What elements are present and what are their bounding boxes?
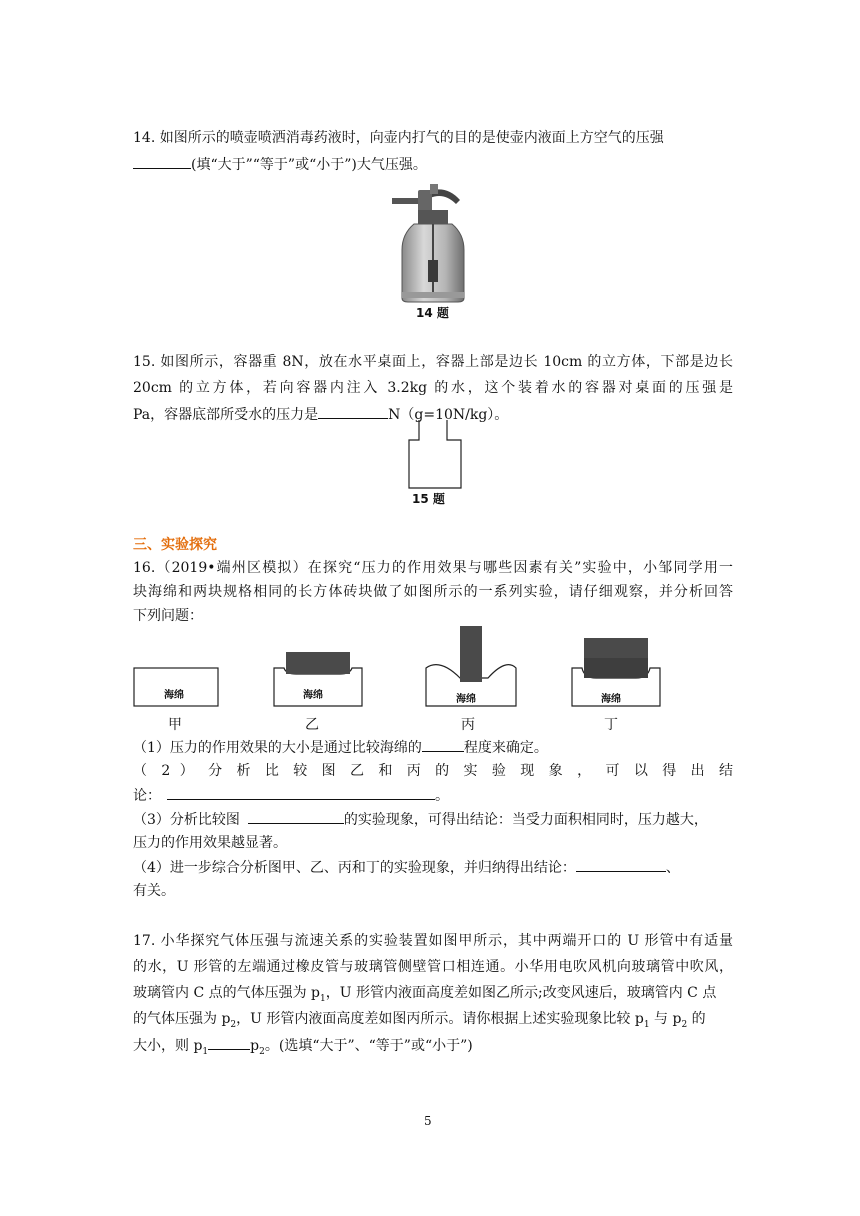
q16-sub3-text-a: （3）分析比较图 [133, 812, 240, 828]
q14-line-1: 14. 如图所示的喷壶喷洒消毒药液时，向壶内打气的目的是使壶内液面上方空气的压强 [133, 130, 664, 146]
answer-blank[interactable] [318, 404, 388, 419]
q17-line-4-text-a: 的气体压强为 p [133, 1011, 231, 1027]
answer-blank[interactable] [576, 857, 666, 872]
brick-ding-bottom [584, 658, 648, 678]
q16-line-1: 16.（2019•端州区模拟）在探究“压力的作用效果与哪些因素有关”实验中，小邹同学用一 [133, 560, 733, 576]
q15-line-3-text-b: N（g=10N/kg）。 [388, 407, 509, 423]
q17-line-3 [133, 983, 733, 1009]
q14-figure-caption: 14 题 [416, 306, 449, 320]
q17-line-5: 大小，则 $p_1$ $p_2$。(选填“大于”、“等于”或“小于”) [133, 1035, 733, 1062]
brick-yi [286, 652, 350, 674]
q16-sub1-text-a: （1）压力的作用效果的大小是通过比较海绵的 [133, 740, 422, 756]
answer-blank[interactable] [422, 737, 464, 752]
sponge-experiment-figure [130, 622, 670, 712]
brick-bing [460, 626, 482, 682]
q16-sub4-text-a: （4）进一步综合分析图甲、乙、丙和丁的实验现象，并归纳得出结论： [133, 860, 576, 876]
q17-line-1: 17. 小华探究气体压强与流速关系的实验装置如图甲所示，其中两端开口的 U 形管中有适量 [133, 933, 733, 949]
q16-sub3-line-1 [133, 809, 733, 830]
spray-bottle-figure [388, 180, 478, 304]
q16-sub2-text-a: 论： [133, 788, 161, 804]
sponge-label-ding: 海绵 [601, 694, 621, 705]
figure-label-yi: 乙 [305, 717, 319, 733]
subscript-2: 2 [259, 1046, 265, 1057]
figure-label-jia: 甲 [168, 717, 182, 733]
q16-sub1 [133, 737, 733, 758]
q17-line-4-text-b: ，U 形管内液面高度差如图丙所示。请你根据上述实验现象比较 p [236, 1011, 644, 1027]
q17-line-3-text-a: 玻璃管内 C 点的气体压强为 p [133, 985, 321, 1001]
q16-sub4-line-1 [133, 857, 733, 878]
q17-line-4-text-d: 的 [687, 1011, 706, 1027]
q16-sub3-text-b: 的实验现象，可得出结论：当受力面积相同时，压力越大， [343, 812, 708, 828]
subscript-1: 1 [643, 1019, 650, 1030]
q15-figure-caption: 15 题 [412, 492, 445, 506]
q16-sub2-line-1: （ 2 ） 分 析 比 较 图 乙 和 丙 的 实 验 现 象 ， 可 以 得 出 结 [133, 763, 733, 779]
q16-sub2-line-2 [133, 785, 733, 806]
q17-line-5-text-a: 大小，则 p [133, 1038, 203, 1054]
sponge-label-yi: 海绵 [303, 690, 323, 701]
answer-blank[interactable] [167, 785, 435, 800]
q17-line-4-text-c: 与 p [649, 1011, 682, 1027]
q17-line-5-text-b: 。(选填“大于”、“等于”或“小于”) [264, 1038, 473, 1054]
q15-line-1: 15. 如图所示，容器重 8N，放在水平桌面上，容器上部是边长 10cm 的立方体，下部是边长 [133, 354, 733, 370]
q14-line-2 [133, 154, 733, 175]
sponge-label-jia: 海绵 [164, 690, 184, 701]
answer-blank[interactable] [208, 1035, 250, 1050]
q17-line-3-text-b: ，U 形管内液面高度差如图乙所示;改变风速后，玻璃管内 C 点 [325, 985, 717, 1001]
section-heading: 三、实验探究 [133, 537, 217, 553]
container-figure [405, 420, 465, 490]
q15-line-2: 20cm 的立方体，若向容器内注入 3.2kg 的水，这个装着水的容器对桌面的压强是 [133, 380, 733, 396]
figure-label-bing: 丙 [461, 717, 475, 733]
subscript-2: 2 [230, 1019, 237, 1030]
q17-line-4 [133, 1009, 733, 1035]
q16-sub3-line-2: 压力的作用效果越显著。 [133, 835, 287, 851]
answer-blank[interactable] [248, 809, 344, 824]
q16-sub1-text-b: 程度来确定。 [463, 740, 548, 756]
q14-line-2-text: (填“大于”“等于”或“小于”)大气压强。 [191, 157, 427, 173]
q15-line-3-text-a: Pa，容器底部所受水的压力是 [133, 407, 319, 423]
q16-sub4-line-2: 有关。 [133, 883, 175, 899]
q16-sub2-text-b: 。 [435, 788, 449, 804]
subscript-1: 1 [320, 993, 326, 1004]
sponge-label-bing: 海绵 [456, 694, 476, 705]
q16-sub4-text-b: 、 [665, 860, 680, 876]
q16-line-2: 块海绵和两块规格相同的长方体砖块做了如图所示的一系列实验，请仔细观察，并分析回答 [133, 584, 733, 600]
subscript-1: 1 [202, 1046, 209, 1057]
figure-label-ding: 丁 [604, 717, 618, 733]
answer-blank[interactable] [133, 154, 191, 169]
q16-line-3: 下列问题： [133, 608, 203, 624]
subscript-2: 2 [681, 1019, 688, 1030]
q17-line-2: 的水，U 形管的左端通过橡皮管与玻璃管侧壁管口相连通。小华用电吹风机向玻璃管中吹风， [133, 959, 733, 975]
page-number: 5 [424, 1114, 432, 1128]
brick-ding-top [584, 638, 648, 658]
